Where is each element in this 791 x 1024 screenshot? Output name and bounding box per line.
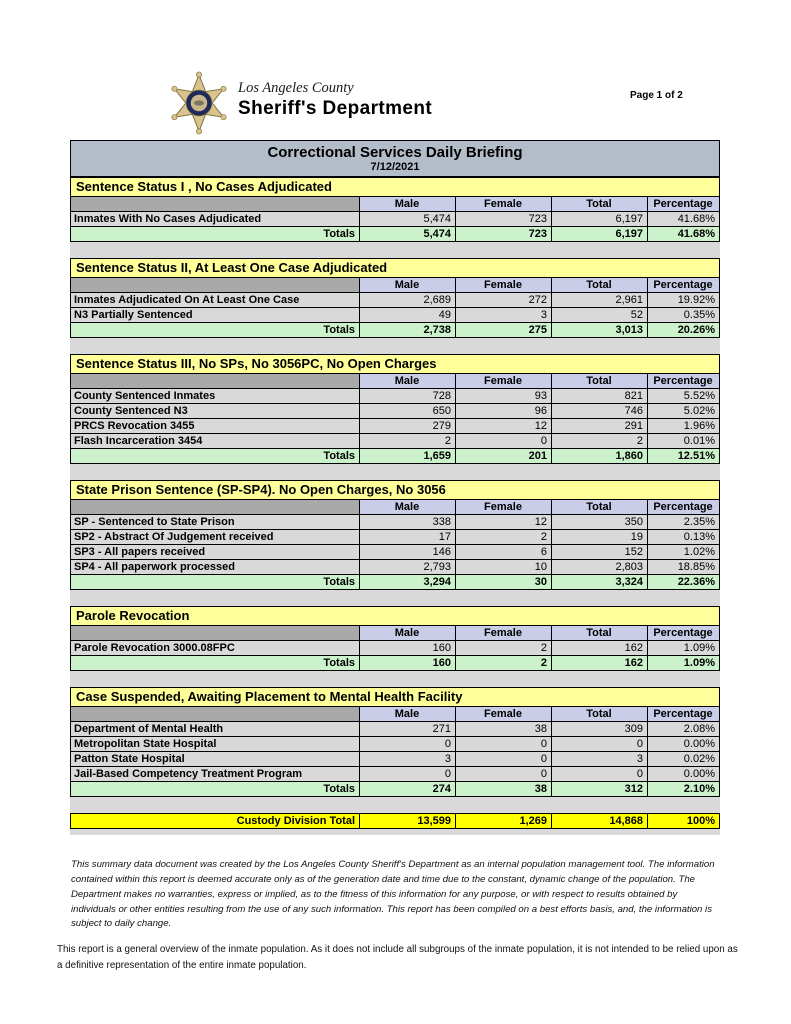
value-cell: 723 <box>456 212 552 227</box>
value-cell: 746 <box>552 404 648 419</box>
value-cell: 3 <box>456 308 552 323</box>
table-row <box>71 530 720 545</box>
section-table-body <box>71 722 720 797</box>
column-header-cell: Percentage <box>648 278 720 293</box>
value-cell: 5.52% <box>648 389 720 404</box>
row-label: County Sentenced Inmates <box>71 389 360 404</box>
row-label: SP3 - All papers received <box>71 545 360 560</box>
table-row <box>71 515 720 530</box>
value-cell: 2.08% <box>648 722 720 737</box>
column-header-row <box>71 374 720 389</box>
row-label-header-cell <box>71 707 360 722</box>
value-cell: 18.85% <box>648 560 720 575</box>
section-table <box>70 625 720 671</box>
section-title: Case Suspended, Awaiting Placement to Mental Health Facility <box>70 687 720 706</box>
grand-total-female: 1,269 <box>456 814 552 829</box>
totals-value-cell: 160 <box>360 656 456 671</box>
value-cell: 338 <box>360 515 456 530</box>
value-cell: 3 <box>360 752 456 767</box>
value-cell: 19 <box>552 530 648 545</box>
totals-row <box>71 656 720 671</box>
column-header-cell: Percentage <box>648 626 720 641</box>
value-cell: 0 <box>456 752 552 767</box>
grand-total-percentage: 100% <box>648 814 720 829</box>
value-cell: 19.92% <box>648 293 720 308</box>
document-date: 7/12/2021 <box>370 161 420 173</box>
table-row <box>71 293 720 308</box>
section-title: Parole Revocation <box>70 606 720 625</box>
sections-container <box>70 177 720 797</box>
grand-total-total: 14,868 <box>552 814 648 829</box>
table-row <box>71 722 720 737</box>
section-title: Sentence Status I , No Cases Adjudicated <box>70 177 720 196</box>
row-label: Flash Incarceration 3454 <box>71 434 360 449</box>
value-cell: 0.35% <box>648 308 720 323</box>
value-cell: 650 <box>360 404 456 419</box>
report-section <box>70 687 720 797</box>
totals-value-cell: 201 <box>456 449 552 464</box>
column-header-cell: Female <box>456 374 552 389</box>
value-cell: 10 <box>456 560 552 575</box>
value-cell: 0 <box>456 737 552 752</box>
section-title: Sentence Status II, At Least One Case Adjudicated <box>70 258 720 277</box>
totals-value-cell: 6,197 <box>552 227 648 242</box>
section-table <box>70 499 720 590</box>
logo-text-block <box>238 80 432 120</box>
row-label: SP - Sentenced to State Prison <box>71 515 360 530</box>
value-cell: 2 <box>456 641 552 656</box>
value-cell: 2,793 <box>360 560 456 575</box>
table-row <box>71 404 720 419</box>
row-label-header-cell <box>71 374 360 389</box>
table-row <box>71 767 720 782</box>
totals-value-cell: 3,013 <box>552 323 648 338</box>
table-row <box>71 308 720 323</box>
table-row <box>71 434 720 449</box>
column-header-row <box>71 197 720 212</box>
value-cell: 2,803 <box>552 560 648 575</box>
section-table-body <box>71 293 720 338</box>
section-table-body <box>71 515 720 590</box>
totals-row <box>71 449 720 464</box>
section-table-body <box>71 389 720 464</box>
column-header-cell: Percentage <box>648 197 720 212</box>
totals-value-cell: 312 <box>552 782 648 797</box>
totals-label: Totals <box>71 575 360 590</box>
column-header-cell: Female <box>456 197 552 212</box>
value-cell: 38 <box>456 722 552 737</box>
column-header-cell: Total <box>552 278 648 293</box>
value-cell: 0 <box>552 767 648 782</box>
totals-value-cell: 5,474 <box>360 227 456 242</box>
row-label-header-cell <box>71 500 360 515</box>
value-cell: 0.00% <box>648 767 720 782</box>
totals-value-cell: 1,860 <box>552 449 648 464</box>
value-cell: 1.96% <box>648 419 720 434</box>
totals-label: Totals <box>71 449 360 464</box>
totals-value-cell: 30 <box>456 575 552 590</box>
table-row <box>71 212 720 227</box>
value-cell: 17 <box>360 530 456 545</box>
value-cell: 1.09% <box>648 641 720 656</box>
section-table-head <box>71 278 720 293</box>
value-cell: 152 <box>552 545 648 560</box>
column-header-cell: Male <box>360 374 456 389</box>
totals-value-cell: 2 <box>456 656 552 671</box>
row-label: SP2 - Abstract Of Judgement received <box>71 530 360 545</box>
value-cell: 146 <box>360 545 456 560</box>
table-row <box>71 641 720 656</box>
value-cell: 0 <box>360 767 456 782</box>
totals-value-cell: 2.10% <box>648 782 720 797</box>
footnote-text: This report is a general overview of the inmate population. As it does not include all subgroups of the inmate population, it is not intended to be relied upon as a definitive representation of the entire inmate population. <box>57 944 738 971</box>
totals-value-cell: 162 <box>552 656 648 671</box>
value-cell: 1.02% <box>648 545 720 560</box>
column-header-cell: Female <box>456 278 552 293</box>
value-cell: 0.02% <box>648 752 720 767</box>
totals-label: Totals <box>71 782 360 797</box>
row-label-header-cell <box>71 197 360 212</box>
value-cell: 49 <box>360 308 456 323</box>
row-label: Inmates With No Cases Adjudicated <box>71 212 360 227</box>
value-cell: 6,197 <box>552 212 648 227</box>
report-section <box>70 258 720 338</box>
value-cell: 272 <box>456 293 552 308</box>
report-section <box>70 606 720 671</box>
totals-value-cell: 274 <box>360 782 456 797</box>
column-header-cell: Female <box>456 707 552 722</box>
logo-department-text: Sheriff's Department <box>238 98 433 119</box>
value-cell: 309 <box>552 722 648 737</box>
section-title: Sentence Status III, No SPs, No 3056PC, No Open Charges <box>70 354 720 373</box>
table-row <box>71 560 720 575</box>
row-label: County Sentenced N3 <box>71 404 360 419</box>
value-cell: 2 <box>360 434 456 449</box>
totals-value-cell: 275 <box>456 323 552 338</box>
value-cell: 160 <box>360 641 456 656</box>
section-table-head <box>71 197 720 212</box>
totals-row <box>71 323 720 338</box>
row-label: Patton State Hospital <box>71 752 360 767</box>
totals-value-cell: 1.09% <box>648 656 720 671</box>
logo-county-text: Los Angeles County <box>238 80 354 96</box>
value-cell: 96 <box>456 404 552 419</box>
row-label: PRCS Revocation 3455 <box>71 419 360 434</box>
section-table-head <box>71 500 720 515</box>
totals-value-cell: 41.68% <box>648 227 720 242</box>
value-cell: 0 <box>456 434 552 449</box>
table-row <box>71 737 720 752</box>
value-cell: 2.35% <box>648 515 720 530</box>
value-cell: 271 <box>360 722 456 737</box>
value-cell: 2,961 <box>552 293 648 308</box>
value-cell: 5,474 <box>360 212 456 227</box>
value-cell: 728 <box>360 389 456 404</box>
section-table-body <box>71 212 720 242</box>
report-section <box>70 480 720 590</box>
column-header-row <box>71 626 720 641</box>
grand-total-label: Custody Division Total <box>71 814 360 829</box>
totals-value-cell: 3,324 <box>552 575 648 590</box>
value-cell: 3 <box>552 752 648 767</box>
grand-total-row <box>71 814 720 829</box>
row-label: Department of Mental Health <box>71 722 360 737</box>
value-cell: 0.00% <box>648 737 720 752</box>
column-header-row <box>71 707 720 722</box>
report-section <box>70 354 720 464</box>
section-table <box>70 277 720 338</box>
totals-value-cell: 3,294 <box>360 575 456 590</box>
section-title: State Prison Sentence (SP-SP4). No Open Charges, No 3056 <box>70 480 720 499</box>
table-row <box>71 545 720 560</box>
section-table-body <box>71 641 720 671</box>
totals-label: Totals <box>71 227 360 242</box>
column-header-cell: Total <box>552 626 648 641</box>
totals-label: Totals <box>71 656 360 671</box>
row-label: Jail-Based Competency Treatment Program <box>71 767 360 782</box>
column-header-cell: Percentage <box>648 500 720 515</box>
section-table <box>70 196 720 242</box>
totals-row <box>71 782 720 797</box>
value-cell: 93 <box>456 389 552 404</box>
value-cell: 0.01% <box>648 434 720 449</box>
totals-value-cell: 12.51% <box>648 449 720 464</box>
value-cell: 291 <box>552 419 648 434</box>
totals-row <box>71 575 720 590</box>
section-table <box>70 373 720 464</box>
value-cell: 350 <box>552 515 648 530</box>
value-cell: 12 <box>456 515 552 530</box>
disclaimer-text: This summary data document was created by the Los Angeles County Sheriff's Department as an internal population management tool. The information contained within this report is deemed accurate only as of the generation date and time due to the constant, dynamic change of the population. The Department makes no warranties, express or implied, as to the fitness of this information for any purpose, or with respect to results obtained by individuals or other entities resulting from the use of any such information. This report has been compiled on a best efforts basis, and, the information is subject to daily change. <box>71 859 715 930</box>
value-cell: 41.68% <box>648 212 720 227</box>
section-table-head <box>71 626 720 641</box>
column-header-cell: Male <box>360 278 456 293</box>
totals-value-cell: 723 <box>456 227 552 242</box>
report-body <box>70 140 720 835</box>
column-header-cell: Total <box>552 500 648 515</box>
column-header-cell: Male <box>360 500 456 515</box>
star-badge-icon <box>166 68 232 138</box>
column-header-cell: Percentage <box>648 707 720 722</box>
row-label: Parole Revocation 3000.08FPC <box>71 641 360 656</box>
table-row <box>71 752 720 767</box>
value-cell: 162 <box>552 641 648 656</box>
grand-total-male: 13,599 <box>360 814 456 829</box>
value-cell: 0 <box>360 737 456 752</box>
column-header-cell: Percentage <box>648 374 720 389</box>
value-cell: 6 <box>456 545 552 560</box>
section-table-head <box>71 707 720 722</box>
column-header-cell: Total <box>552 707 648 722</box>
section-table-head <box>71 374 720 389</box>
column-header-cell: Male <box>360 197 456 212</box>
row-label: N3 Partially Sentenced <box>71 308 360 323</box>
table-row <box>71 389 720 404</box>
value-cell: 2,689 <box>360 293 456 308</box>
value-cell: 12 <box>456 419 552 434</box>
page-number-label: Page 1 of 2 <box>630 90 683 101</box>
grand-total-table <box>70 813 720 829</box>
row-label: Inmates Adjudicated On At Least One Case <box>71 293 360 308</box>
section-table <box>70 706 720 797</box>
column-header-cell: Male <box>360 626 456 641</box>
column-header-row <box>71 500 720 515</box>
row-label-header-cell <box>71 626 360 641</box>
value-cell: 279 <box>360 419 456 434</box>
column-header-row <box>71 278 720 293</box>
value-cell: 2 <box>552 434 648 449</box>
row-label-header-cell <box>71 278 360 293</box>
row-label: SP4 - All paperwork processed <box>71 560 360 575</box>
column-header-cell: Male <box>360 707 456 722</box>
value-cell: 0.13% <box>648 530 720 545</box>
totals-row <box>71 227 720 242</box>
totals-value-cell: 22.36% <box>648 575 720 590</box>
title-bar <box>70 140 720 177</box>
table-row <box>71 419 720 434</box>
column-header-cell: Female <box>456 626 552 641</box>
totals-value-cell: 1,659 <box>360 449 456 464</box>
column-header-cell: Female <box>456 500 552 515</box>
value-cell: 2 <box>456 530 552 545</box>
totals-value-cell: 2,738 <box>360 323 456 338</box>
sheriff-badge-logo <box>166 68 232 138</box>
column-header-cell: Total <box>552 197 648 212</box>
value-cell: 5.02% <box>648 404 720 419</box>
totals-label: Totals <box>71 323 360 338</box>
document-title: Correctional Services Daily Briefing <box>267 144 523 161</box>
report-section <box>70 177 720 242</box>
column-header-cell: Total <box>552 374 648 389</box>
row-label: Metropolitan State Hospital <box>71 737 360 752</box>
totals-value-cell: 38 <box>456 782 552 797</box>
value-cell: 0 <box>552 737 648 752</box>
totals-value-cell: 20.26% <box>648 323 720 338</box>
value-cell: 0 <box>456 767 552 782</box>
value-cell: 52 <box>552 308 648 323</box>
value-cell: 821 <box>552 389 648 404</box>
